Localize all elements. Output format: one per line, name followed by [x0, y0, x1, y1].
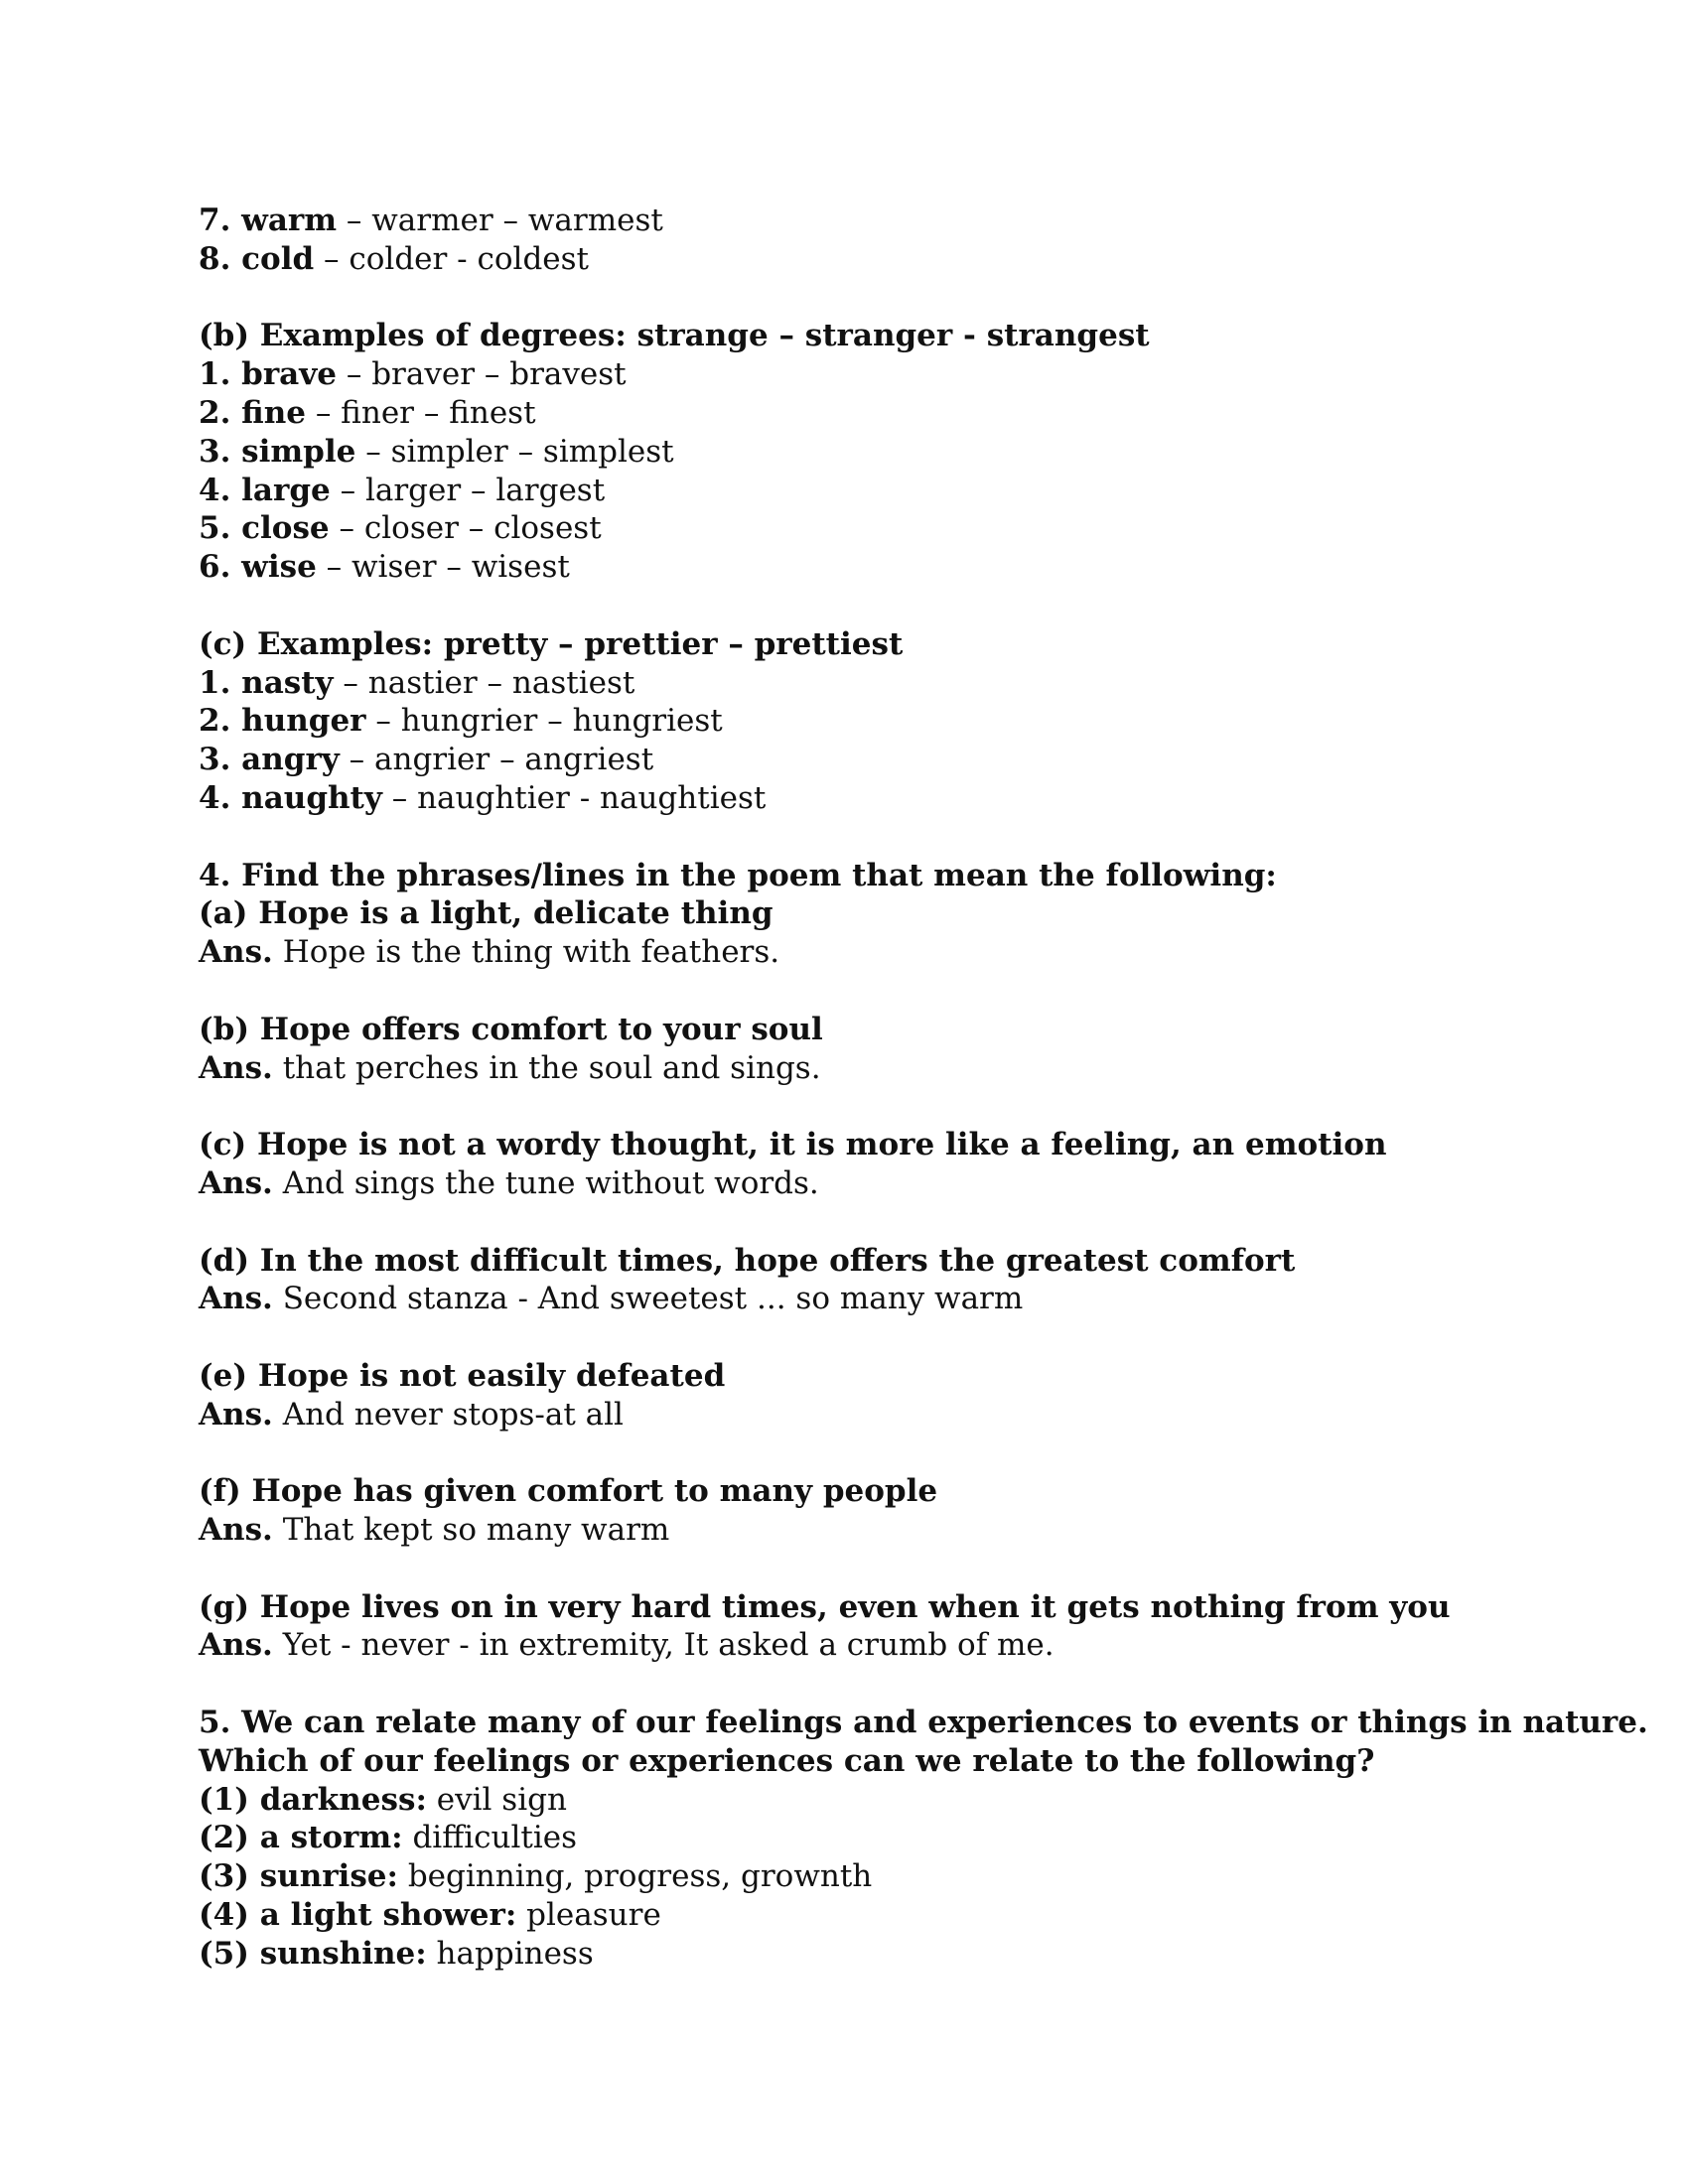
q4-item-g-answer [199, 1626, 1549, 1665]
q5-item [199, 1896, 1549, 1935]
spacer [199, 1203, 1549, 1242]
q4-item-g-question: (g) Hope lives on in very hard times, even when it gets nothing from you [199, 1588, 1451, 1625]
ans-label: Ans. [199, 1281, 273, 1317]
spacer [199, 1434, 1549, 1473]
word-base: 3. simple [199, 433, 356, 470]
answer-text: Yet - never - in extremity, It asked a crumb of me. [272, 1627, 1055, 1664]
word-base: 1. nasty [199, 664, 334, 701]
list-item [199, 779, 1549, 818]
word-forms: – finer – finest [305, 394, 536, 431]
term: (1) darkness: [199, 1781, 427, 1818]
list-item [199, 509, 1549, 548]
q4-item-b-question: (b) Hope offers comfort to your soul [199, 1011, 823, 1047]
word-forms: – wiser – wisest [316, 549, 570, 586]
q4-item-f-answer [199, 1511, 1549, 1550]
q4-item-b-answer [199, 1049, 1549, 1088]
meaning: difficulties [402, 1820, 578, 1856]
list-item [199, 202, 1549, 240]
ans-label: Ans. [199, 1512, 273, 1549]
word-forms: – angrier – angriest [339, 742, 654, 778]
list-item [199, 664, 1549, 703]
word-base: 8. cold [199, 240, 315, 277]
word-forms: – naughtier - naughtiest [381, 779, 767, 816]
answer-text: Hope is the thing with feathers. [272, 934, 780, 971]
word-base: 7. warm [199, 203, 338, 238]
q5-item [199, 1857, 1549, 1896]
list-item [199, 240, 1549, 279]
list-item [199, 702, 1549, 741]
word-forms: – warmer – warmest [337, 203, 663, 238]
spacer [199, 972, 1549, 1011]
meaning: pleasure [516, 1897, 661, 1934]
meaning: beginning, progress, grownth [397, 1858, 873, 1895]
word-base: 5. close [199, 510, 330, 547]
word-base: 3. angry [199, 742, 340, 778]
q4-item-d-question: (d) In the most difficult times, hope offers the greatest comfort [199, 1242, 1296, 1279]
word-forms: – closer – closest [329, 510, 602, 547]
q4-item-a-answer [199, 933, 1549, 972]
document-page [199, 202, 1648, 1974]
q4-item-c-question: (c) Hope is not a wordy thought, it is more like a feeling, an emotion [199, 1127, 1387, 1163]
meaning: happiness [426, 1935, 594, 1972]
word-base: 2. hunger [199, 703, 366, 740]
q5-item [199, 1781, 1549, 1820]
ans-label: Ans. [199, 1396, 273, 1433]
spacer [199, 279, 1549, 318]
word-base: 4. naughty [199, 779, 382, 816]
word-forms: – hungrier – hungriest [365, 703, 723, 740]
q4-item-c-answer [199, 1164, 1549, 1203]
term: (3) sunrise: [199, 1858, 398, 1895]
ans-label: Ans. [199, 1049, 273, 1086]
ans-label: Ans. [199, 1164, 273, 1201]
list-item [199, 433, 1549, 472]
question-5-title-line-1: 5. We can relate many of our feelings and experiences to events or things in nature. [199, 1705, 1648, 1741]
q5-item [199, 1819, 1549, 1857]
ans-label: Ans. [199, 934, 273, 971]
word-base: 2. fine [199, 394, 306, 431]
word-base: 1. brave [199, 356, 337, 393]
answer-text: that perches in the soul and sings. [272, 1049, 821, 1086]
answer-text: Second stanza - And sweetest ... so many warm [272, 1281, 1024, 1317]
word-forms: – larger – largest [330, 472, 606, 508]
term: (5) sunshine: [199, 1935, 427, 1972]
q5-item [199, 1935, 1549, 1974]
word-forms: – simpler – simplest [355, 433, 674, 470]
answer-text: And never stops-at all [272, 1396, 624, 1433]
word-base: 6. wise [199, 549, 317, 586]
spacer [199, 1087, 1549, 1126]
spacer [199, 1665, 1549, 1704]
list-item [199, 394, 1549, 433]
word-forms: – colder - coldest [314, 240, 590, 277]
spacer [199, 1318, 1549, 1357]
spacer [199, 1550, 1549, 1588]
list-item [199, 355, 1549, 394]
list-item [199, 548, 1549, 587]
word-forms: – nastier – nastiest [333, 664, 635, 701]
word-forms: – braver – bravest [337, 356, 627, 393]
answer-text: That kept so many warm [272, 1512, 670, 1549]
word-base: 4. large [199, 472, 331, 508]
term: (2) a storm: [199, 1820, 403, 1856]
section-b-heading: (b) Examples of degrees: strange – stranger - strangest [199, 318, 1150, 354]
meaning: evil sign [426, 1781, 567, 1818]
q4-item-e-question: (e) Hope is not easily defeated [199, 1357, 726, 1394]
answer-text: And sings the tune without words. [272, 1164, 819, 1201]
q4-item-a-question: (a) Hope is a light, delicate thing [199, 895, 774, 932]
question-5-title-line-2: Which of our feelings or experiences can we relate to the following? [199, 1742, 1375, 1779]
list-item [199, 741, 1549, 779]
list-item [199, 472, 1549, 510]
section-c-heading: (c) Examples: pretty – prettier – prettiest [199, 625, 904, 662]
q4-item-f-question: (f) Hope has given comfort to many people [199, 1473, 938, 1510]
spacer [199, 818, 1549, 857]
question-4-title: 4. Find the phrases/lines in the poem that mean the following: [199, 857, 1277, 893]
q4-item-d-answer [199, 1280, 1549, 1318]
ans-label: Ans. [199, 1627, 273, 1664]
q4-item-e-answer [199, 1396, 1549, 1434]
term: (4) a light shower: [199, 1897, 517, 1934]
spacer [199, 587, 1549, 625]
